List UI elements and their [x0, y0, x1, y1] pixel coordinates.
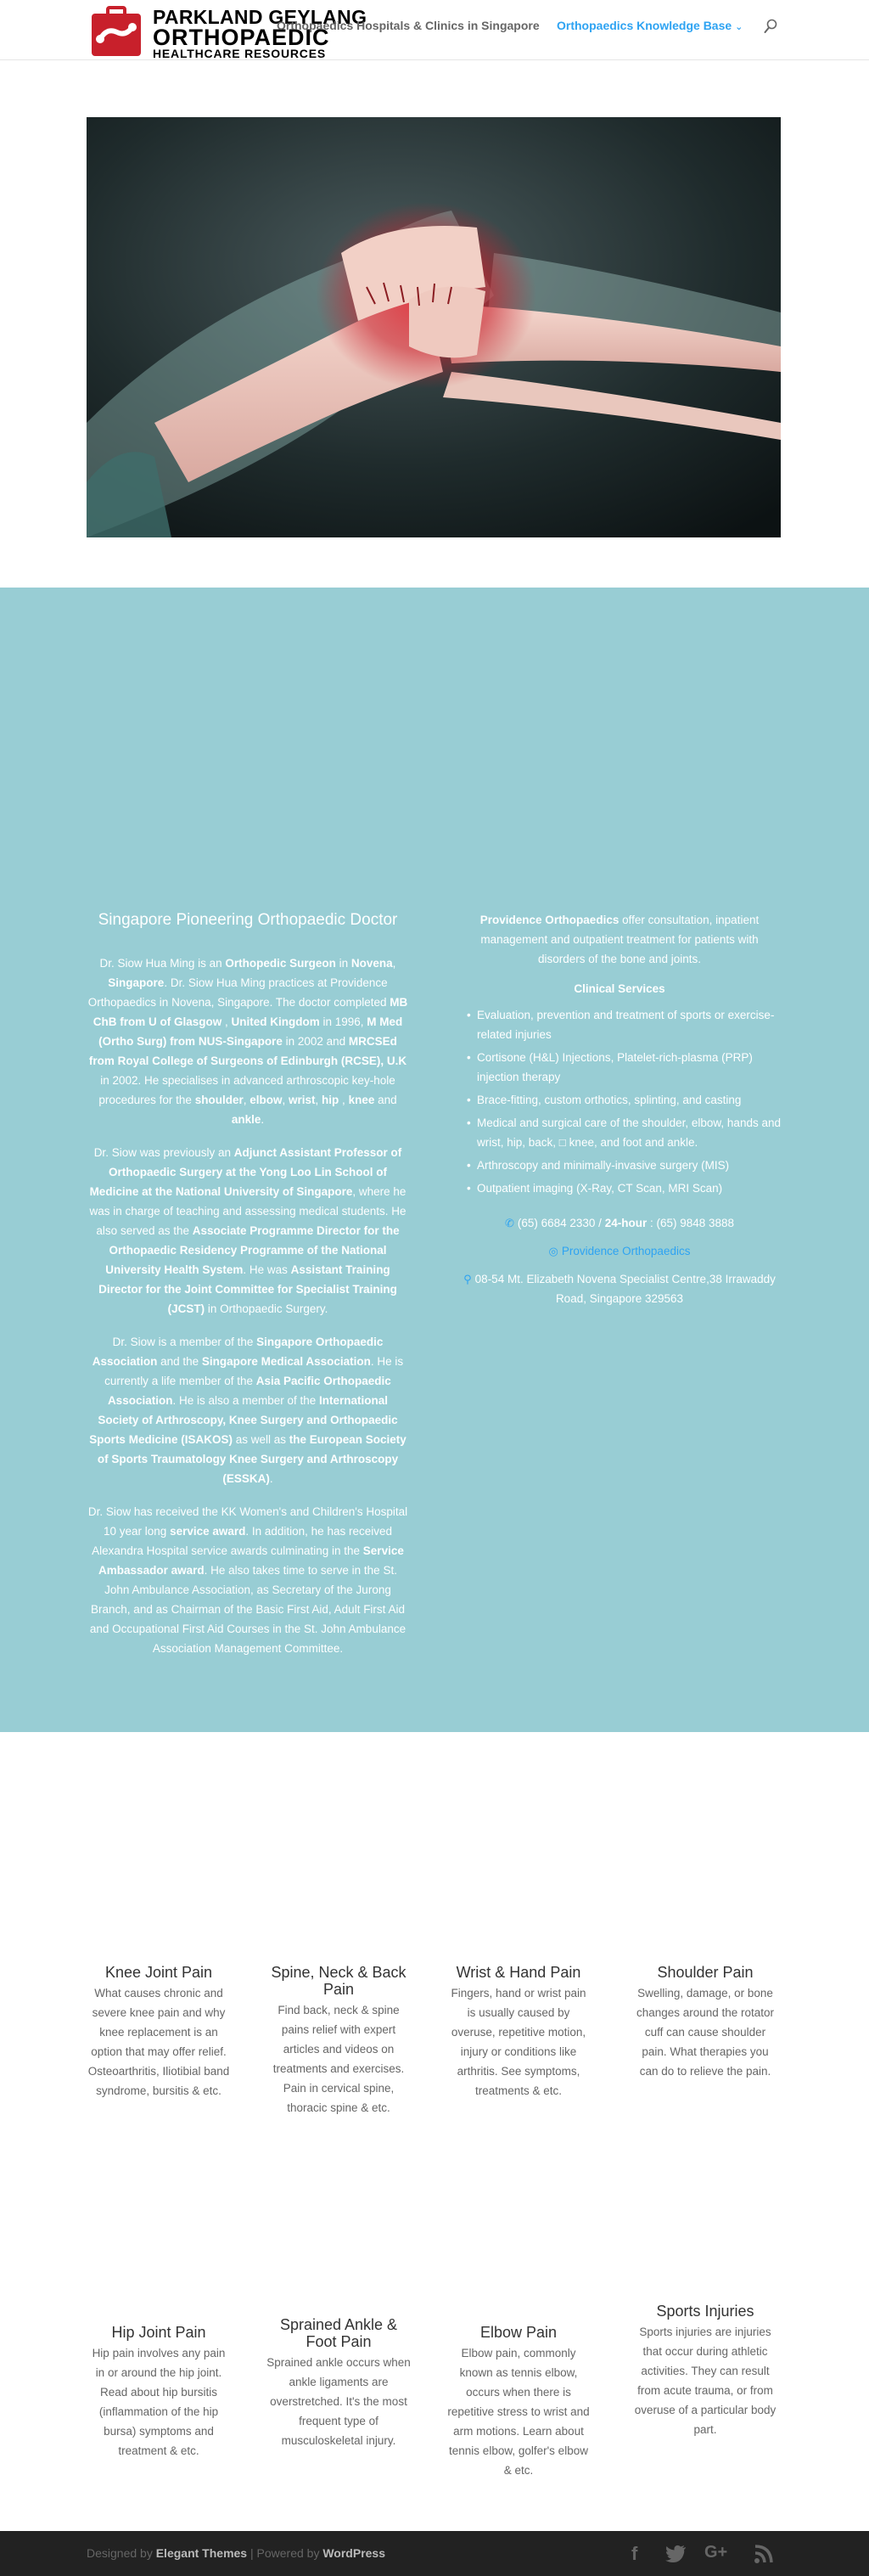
text-run: Dr. Siow was previously an: [93, 1146, 234, 1159]
designed-by-text: Designed by: [87, 2546, 156, 2560]
text-run: ,: [339, 1094, 349, 1106]
providence-intro: [458, 910, 781, 969]
doctor-bio-paragraph: [87, 1143, 409, 1319]
bold-text: Singapore: [108, 976, 165, 989]
bold-text: Service Ambassador award: [98, 1544, 404, 1577]
service-item: • Arthroscopy and minimally-invasive surgery (MIS): [467, 1156, 781, 1175]
bold-text: Novena: [350, 957, 393, 970]
text-run: in: [335, 957, 351, 970]
doctor-heading: Singapore Pioneering Orthopaedic Doctor: [98, 911, 398, 929]
services-list: [458, 1005, 781, 1198]
text-run: . He was: [243, 1263, 291, 1276]
services-title: Clinical Services: [574, 982, 665, 995]
bold-text: Asia Pacific Orthopaedic Association: [107, 1375, 391, 1407]
nav-item-label: Orthopaedics Hospitals & Clinics in Singapore: [277, 19, 540, 32]
logo-line1: PARKLAND GEYLANG: [153, 6, 367, 28]
google-plus-icon[interactable]: G+: [704, 2543, 728, 2562]
phone-icon: ✆: [504, 1217, 514, 1229]
twitter-icon[interactable]: [665, 2543, 687, 2565]
map-pin-icon: ⚲: [463, 1273, 472, 1285]
pain-card-text: Sports injuries are injuries that occur during athletic activities. They can result from acute trauma, or from overuse of a particular body part.: [634, 2326, 776, 2436]
doctor-bio: [87, 910, 409, 1672]
text-run: Dr. Siow has received the KK Women's and Children's Hospital 10 year long: [87, 1505, 408, 1538]
bold-text: Orthopedic Surgeon: [225, 957, 336, 970]
bold-text: International Society of Arthroscopy, Knee Surgery and Orthopaedic Sports Medicine (ISAKOS): [89, 1394, 398, 1446]
service-item: • Outpatient imaging (X-Ray, CT Scan, MRI Scan): [467, 1178, 781, 1198]
nav-item-label: Orthopaedics Knowledge Base: [557, 19, 732, 32]
phone-24-number: : (65) 9848 3888: [647, 1217, 735, 1229]
bold-text: Singapore Medical Association: [201, 1355, 371, 1368]
site-footer: [0, 2531, 869, 2576]
bold-text: hip: [322, 1094, 339, 1106]
text-run: and: [374, 1094, 397, 1106]
chevron-down-icon: ⌄: [735, 22, 743, 32]
text-run: , where he was in charge of teaching and assessing medical students. He also served as the: [89, 1185, 406, 1237]
pain-card-text: Sprained ankle occurs when ankle ligaments are overstretched. It's the most frequent type of musculoskeletal injury.: [266, 2356, 411, 2447]
bold-text: ankle: [231, 1113, 261, 1126]
doctor-bio-paragraph: [87, 1502, 409, 1658]
pain-card-text: Elbow pain, commonly known as tennis elbow, occurs when there is repetitive stress to wrist and arm motions. Learn about tennis elbow, golfer's elbow & etc.: [447, 2347, 590, 2477]
text-run: Dr. Siow Hua Ming is an: [99, 957, 226, 970]
pain-card-ankle-foot[interactable]: [266, 2316, 411, 2450]
nav-item-knowledge-base[interactable]: [557, 19, 743, 32]
doctor-bio-paragraph: [87, 953, 409, 1129]
bold-text: MB ChB from U of Glasgow: [93, 996, 408, 1028]
service-item: • Brace-fitting, custom orthotics, splinting, and casting: [467, 1090, 781, 1110]
pain-card-text: Fingers, hand or wrist pain is usually caused by overuse, repetitive motion, injury or conditions like arthritis. See symptoms, treatments & etc.: [451, 1987, 586, 2097]
text-run: ,: [243, 1094, 250, 1106]
text-run: . He is currently a life member of the: [104, 1355, 404, 1387]
address-line: [458, 1269, 781, 1308]
site-logo[interactable]: [88, 5, 367, 61]
providence-info: [458, 910, 781, 1317]
elegant-themes-link[interactable]: Elegant Themes: [155, 2546, 248, 2560]
bold-text: Assistant Training Director for the Joint Committee for Specialist Training (JCST): [98, 1263, 397, 1315]
doctor-section: [0, 588, 869, 1732]
phone-line: [458, 1213, 781, 1233]
search-icon[interactable]: [764, 19, 777, 34]
wordpress-link[interactable]: WordPress: [322, 2546, 386, 2560]
bold-text: Adjunct Assistant Professor of Orthopaedic Surgery at the Yong Loo Lin School of Medicine at the National University of Singapore: [89, 1146, 402, 1198]
footer-credits: [87, 2546, 385, 2560]
pain-card-sports-injuries[interactable]: [633, 2303, 777, 2439]
text-run: . He also takes time to serve in the St. John Ambulance Association, as Secretary of the Jurong Branch, and as Chairman of the Basic First Aid, Adult First Aid and Occupational First Aid Courses in the St. John Ambulance Association Management Committee.: [89, 1564, 406, 1655]
pain-card-title[interactable]: Shoulder Pain: [657, 1964, 754, 1981]
bold-text: the European Society of Sports Traumatology Knee Surgery and Arthroscopy (ESSKA): [97, 1433, 406, 1485]
pain-card-title[interactable]: Sports Injuries: [656, 2303, 754, 2320]
bold-text: shoulder: [194, 1094, 244, 1106]
hero-image-knee-joint: [87, 117, 781, 537]
text-run: ,: [392, 957, 396, 970]
logo-line3: HEALTHCARE RESOURCES: [153, 47, 326, 60]
providence-intro-name: Providence Orthopaedics: [479, 914, 620, 926]
phone-number: (65) 6684 2330 /: [517, 1217, 605, 1229]
text-run: ,: [221, 1015, 232, 1028]
bold-text: knee: [348, 1094, 375, 1106]
bold-text: elbow: [249, 1094, 283, 1106]
text-run: as well as: [232, 1433, 289, 1446]
logo-mark-icon: [88, 5, 144, 61]
pain-card-text: Find back, neck & spine pains relief with expert articles and videos on treatments and exercises. Pain in cervical spine, thoracic spine & etc.: [272, 2004, 405, 2114]
pain-card-title[interactable]: Hip Joint Pain: [111, 2324, 206, 2341]
bold-text: M Med (Ortho Surg) from NUS-Singapore: [98, 1015, 403, 1048]
bold-text: Associate Programme Director for the Orthopaedic Residency Programme of the National University Health System: [105, 1224, 400, 1276]
text-run: in 2002 and: [282, 1035, 349, 1048]
text-run: .: [269, 1472, 273, 1485]
pain-card-title[interactable]: Spine, Neck & Back Pain: [271, 1964, 406, 1998]
pain-card-title[interactable]: Knee Joint Pain: [104, 1964, 213, 1981]
logo-line2: ORTHOPAEDIC: [153, 25, 330, 50]
pain-card-text: Swelling, damage, or bone changes around the rotator cuff can cause shoulder pain. What therapies you can do to relieve the pain.: [636, 1987, 775, 2078]
service-item: • Medical and surgical care of the shoulder, elbow, hands and wrist, hip, back, □ knee, and foot and ankle.: [467, 1113, 781, 1152]
doctor-bio-paragraph: [87, 1332, 409, 1488]
text-run: ,: [282, 1094, 289, 1106]
bold-text: service award: [170, 1525, 246, 1538]
pain-card-title[interactable]: Sprained Ankle & Foot Pain: [279, 2316, 398, 2350]
powered-by-text: | Powered by: [247, 2546, 323, 2560]
text-run: in 2002. He specialises in advanced arthroscopic key-hole procedures for the: [98, 1074, 395, 1106]
pain-card-text: What causes chronic and severe knee pain and why knee replacement is an option that may offer relief. Osteoarthritis, Iliotibial band syndrome, bursitis & etc.: [87, 1987, 230, 2097]
providence-intro-text: offer consultation, inpatient management and outpatient treatment for patients with disorders of the bone and joints.: [480, 914, 760, 965]
bold-text: United Kingdom: [231, 1015, 320, 1028]
bold-text: MRCSEd from Royal College of Surgeons of Edinburgh (RCSE), U.K: [88, 1035, 407, 1067]
pain-card-shoulder[interactable]: [633, 1964, 777, 2081]
text-run: .: [261, 1113, 265, 1126]
site-header: [0, 0, 869, 59]
facebook-icon[interactable]: f: [631, 2543, 638, 2564]
text-run: and the: [157, 1355, 202, 1368]
pain-card-text: Hip pain involves any pain in or around the hip joint. Read about hip bursitis (inflammation of the hip bursa) symptoms and treatment & etc.: [92, 2347, 226, 2457]
service-item: • Evaluation, prevention and treatment of sports or exercise-related injuries: [467, 1005, 781, 1044]
nav-item-hospitals-clinics[interactable]: [277, 19, 540, 32]
pain-card-wrist-hand[interactable]: [446, 1964, 591, 2101]
globe-icon: ◎: [548, 1245, 558, 1257]
website-link[interactable]: Providence Orthopaedics: [561, 1245, 691, 1257]
text-run: ,: [315, 1094, 322, 1106]
pain-card-spine[interactable]: [266, 1964, 411, 2118]
bold-text: wrist: [289, 1094, 316, 1106]
address-text: 08-54 Mt. Elizabeth Novena Specialist Centre,38 Irrawaddy Road, Singapore 329563: [474, 1273, 776, 1305]
text-run: in Orthopaedic Surgery.: [205, 1302, 328, 1315]
pain-card-title[interactable]: Wrist & Hand Pain: [456, 1964, 581, 1981]
text-run: Dr. Siow is a member of the: [112, 1336, 257, 1348]
pain-card-title[interactable]: Elbow Pain: [479, 2324, 558, 2341]
text-run: . Dr. Siow Hua Ming practices at Providence Orthopaedics in Novena, Singapore. The doctor completed: [87, 976, 390, 1009]
text-run: in 1996,: [319, 1015, 367, 1028]
bold-text: Singapore Orthopaedic Association: [92, 1336, 384, 1368]
pain-card-hip[interactable]: [87, 2324, 231, 2461]
pain-card-knee[interactable]: [87, 1964, 231, 2101]
text-run: . In addition, he has received Alexandra Hospital service awards culminating in the: [92, 1525, 392, 1557]
phone-24-label: 24-hour: [604, 1217, 648, 1229]
pain-card-elbow[interactable]: [446, 2324, 591, 2480]
website-line: [458, 1241, 781, 1261]
service-item: • Cortisone (H&L) Injections, Platelet-rich-plasma (PRP) injection therapy: [467, 1048, 781, 1087]
rss-icon[interactable]: [754, 2543, 774, 2565]
text-run: . He is also a member of the: [172, 1394, 320, 1407]
